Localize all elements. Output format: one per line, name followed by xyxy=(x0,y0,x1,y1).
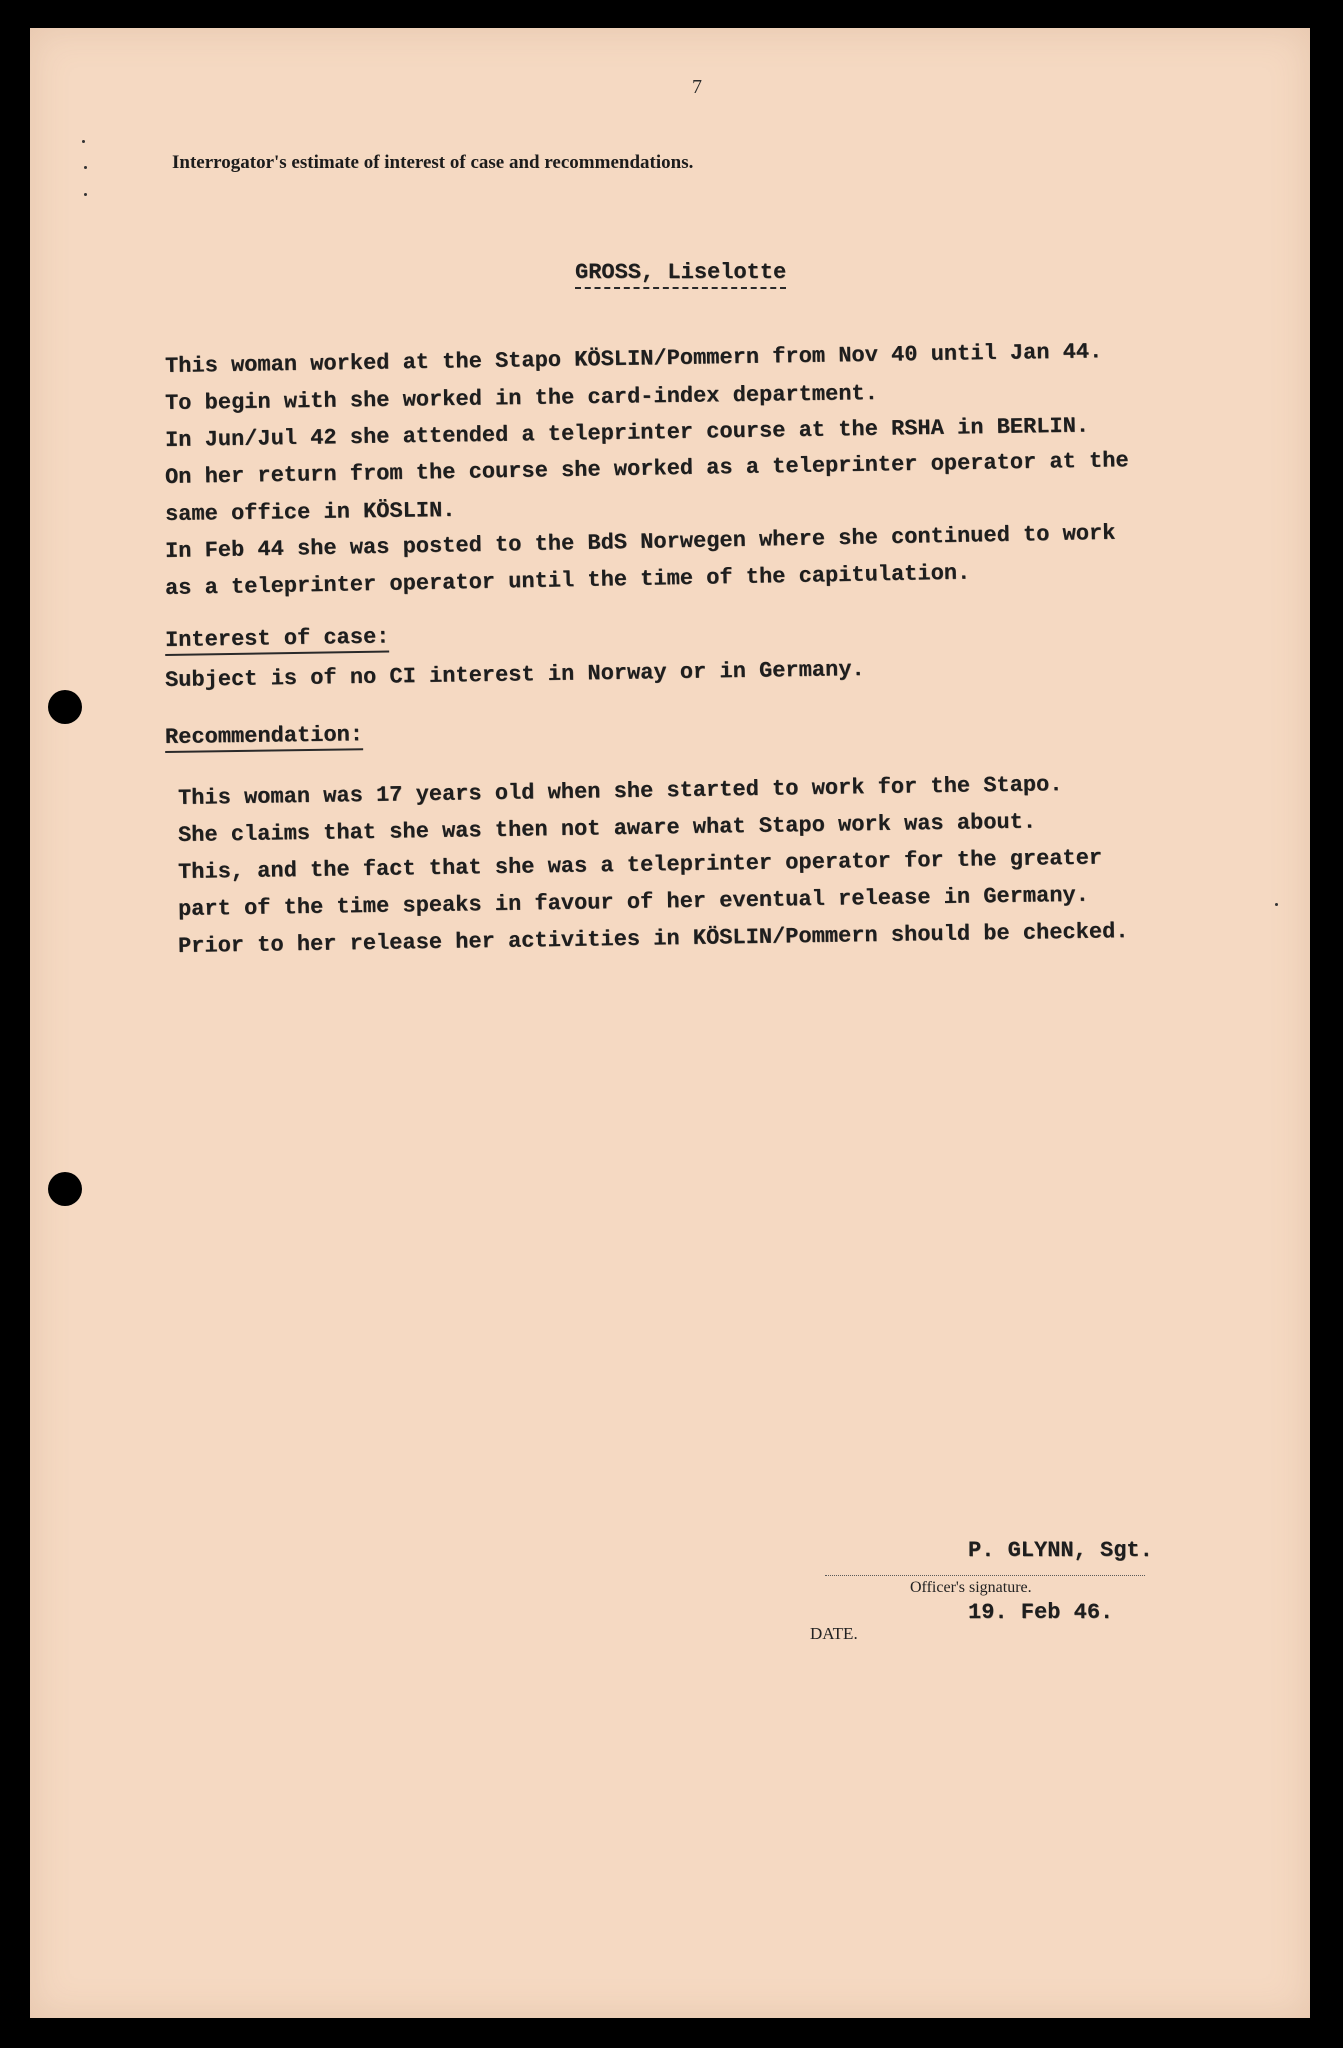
interest-heading: Interest of case: xyxy=(165,624,390,656)
subject-name: GROSS, Liselotte xyxy=(575,260,786,289)
margin-mark xyxy=(82,140,85,143)
summary-line: same office in KÖSLIN. xyxy=(164,497,456,527)
summary-line: To begin with she worked in the card-index department. xyxy=(164,381,879,416)
margin-mark xyxy=(84,166,87,169)
date-label: DATE. xyxy=(810,1624,858,1643)
signature-label: Officer's signature. xyxy=(910,1579,1032,1596)
punch-hole xyxy=(48,690,82,724)
case-summary xyxy=(164,339,1129,607)
document-page xyxy=(30,28,1310,2018)
form-heading: Interrogator's estimate of interest of case and recommendations. xyxy=(172,152,694,173)
summary-line: This woman worked at the Stapo KÖSLIN/Pommern from Nov 40 until Jan 44. xyxy=(164,339,1103,379)
summary-line: On her return from the course she worked as a teleprinter operator at the xyxy=(164,448,1129,490)
recommendation-line: She claims that she was then not aware what Stapo work was about. xyxy=(177,809,1037,848)
summary-line: In Feb 44 she was posted to the BdS Norwegen where she continued to work xyxy=(164,520,1116,564)
margin-mark xyxy=(84,193,87,196)
recommendation-heading: Recommendation: xyxy=(165,722,363,753)
summary-line: In Jun/Jul 42 she attended a teleprinter course at the RSHA in BERLIN. xyxy=(164,413,1090,453)
signature-date: 19. Feb 46. xyxy=(968,1600,1114,1625)
interest-text: Subject is of no CI interest in Norway or in Germany. xyxy=(164,657,865,693)
signature-line xyxy=(825,1575,1145,1576)
recommendation-line: This woman was 17 years old when she started to work for the Stapo. xyxy=(177,772,1063,811)
page-number: 7 xyxy=(692,76,702,98)
recommendation-line: part of the time speaks in favour of her eventual release in Germany. xyxy=(177,882,1090,922)
recommendation-line: This, and the fact that she was a teleprinter operator for the greater xyxy=(177,845,1103,885)
recommendation-text xyxy=(177,772,1129,965)
punch-hole xyxy=(48,1172,82,1206)
recommendation-line: Prior to her release her activities in KÖSLIN/Pommern should be checked. xyxy=(177,919,1129,959)
margin-mark xyxy=(1275,903,1278,906)
officer-name: P. GLYNN, Sgt. xyxy=(968,1538,1153,1563)
summary-line: as a teleprinter operator until the time of the capitulation. xyxy=(164,560,971,601)
